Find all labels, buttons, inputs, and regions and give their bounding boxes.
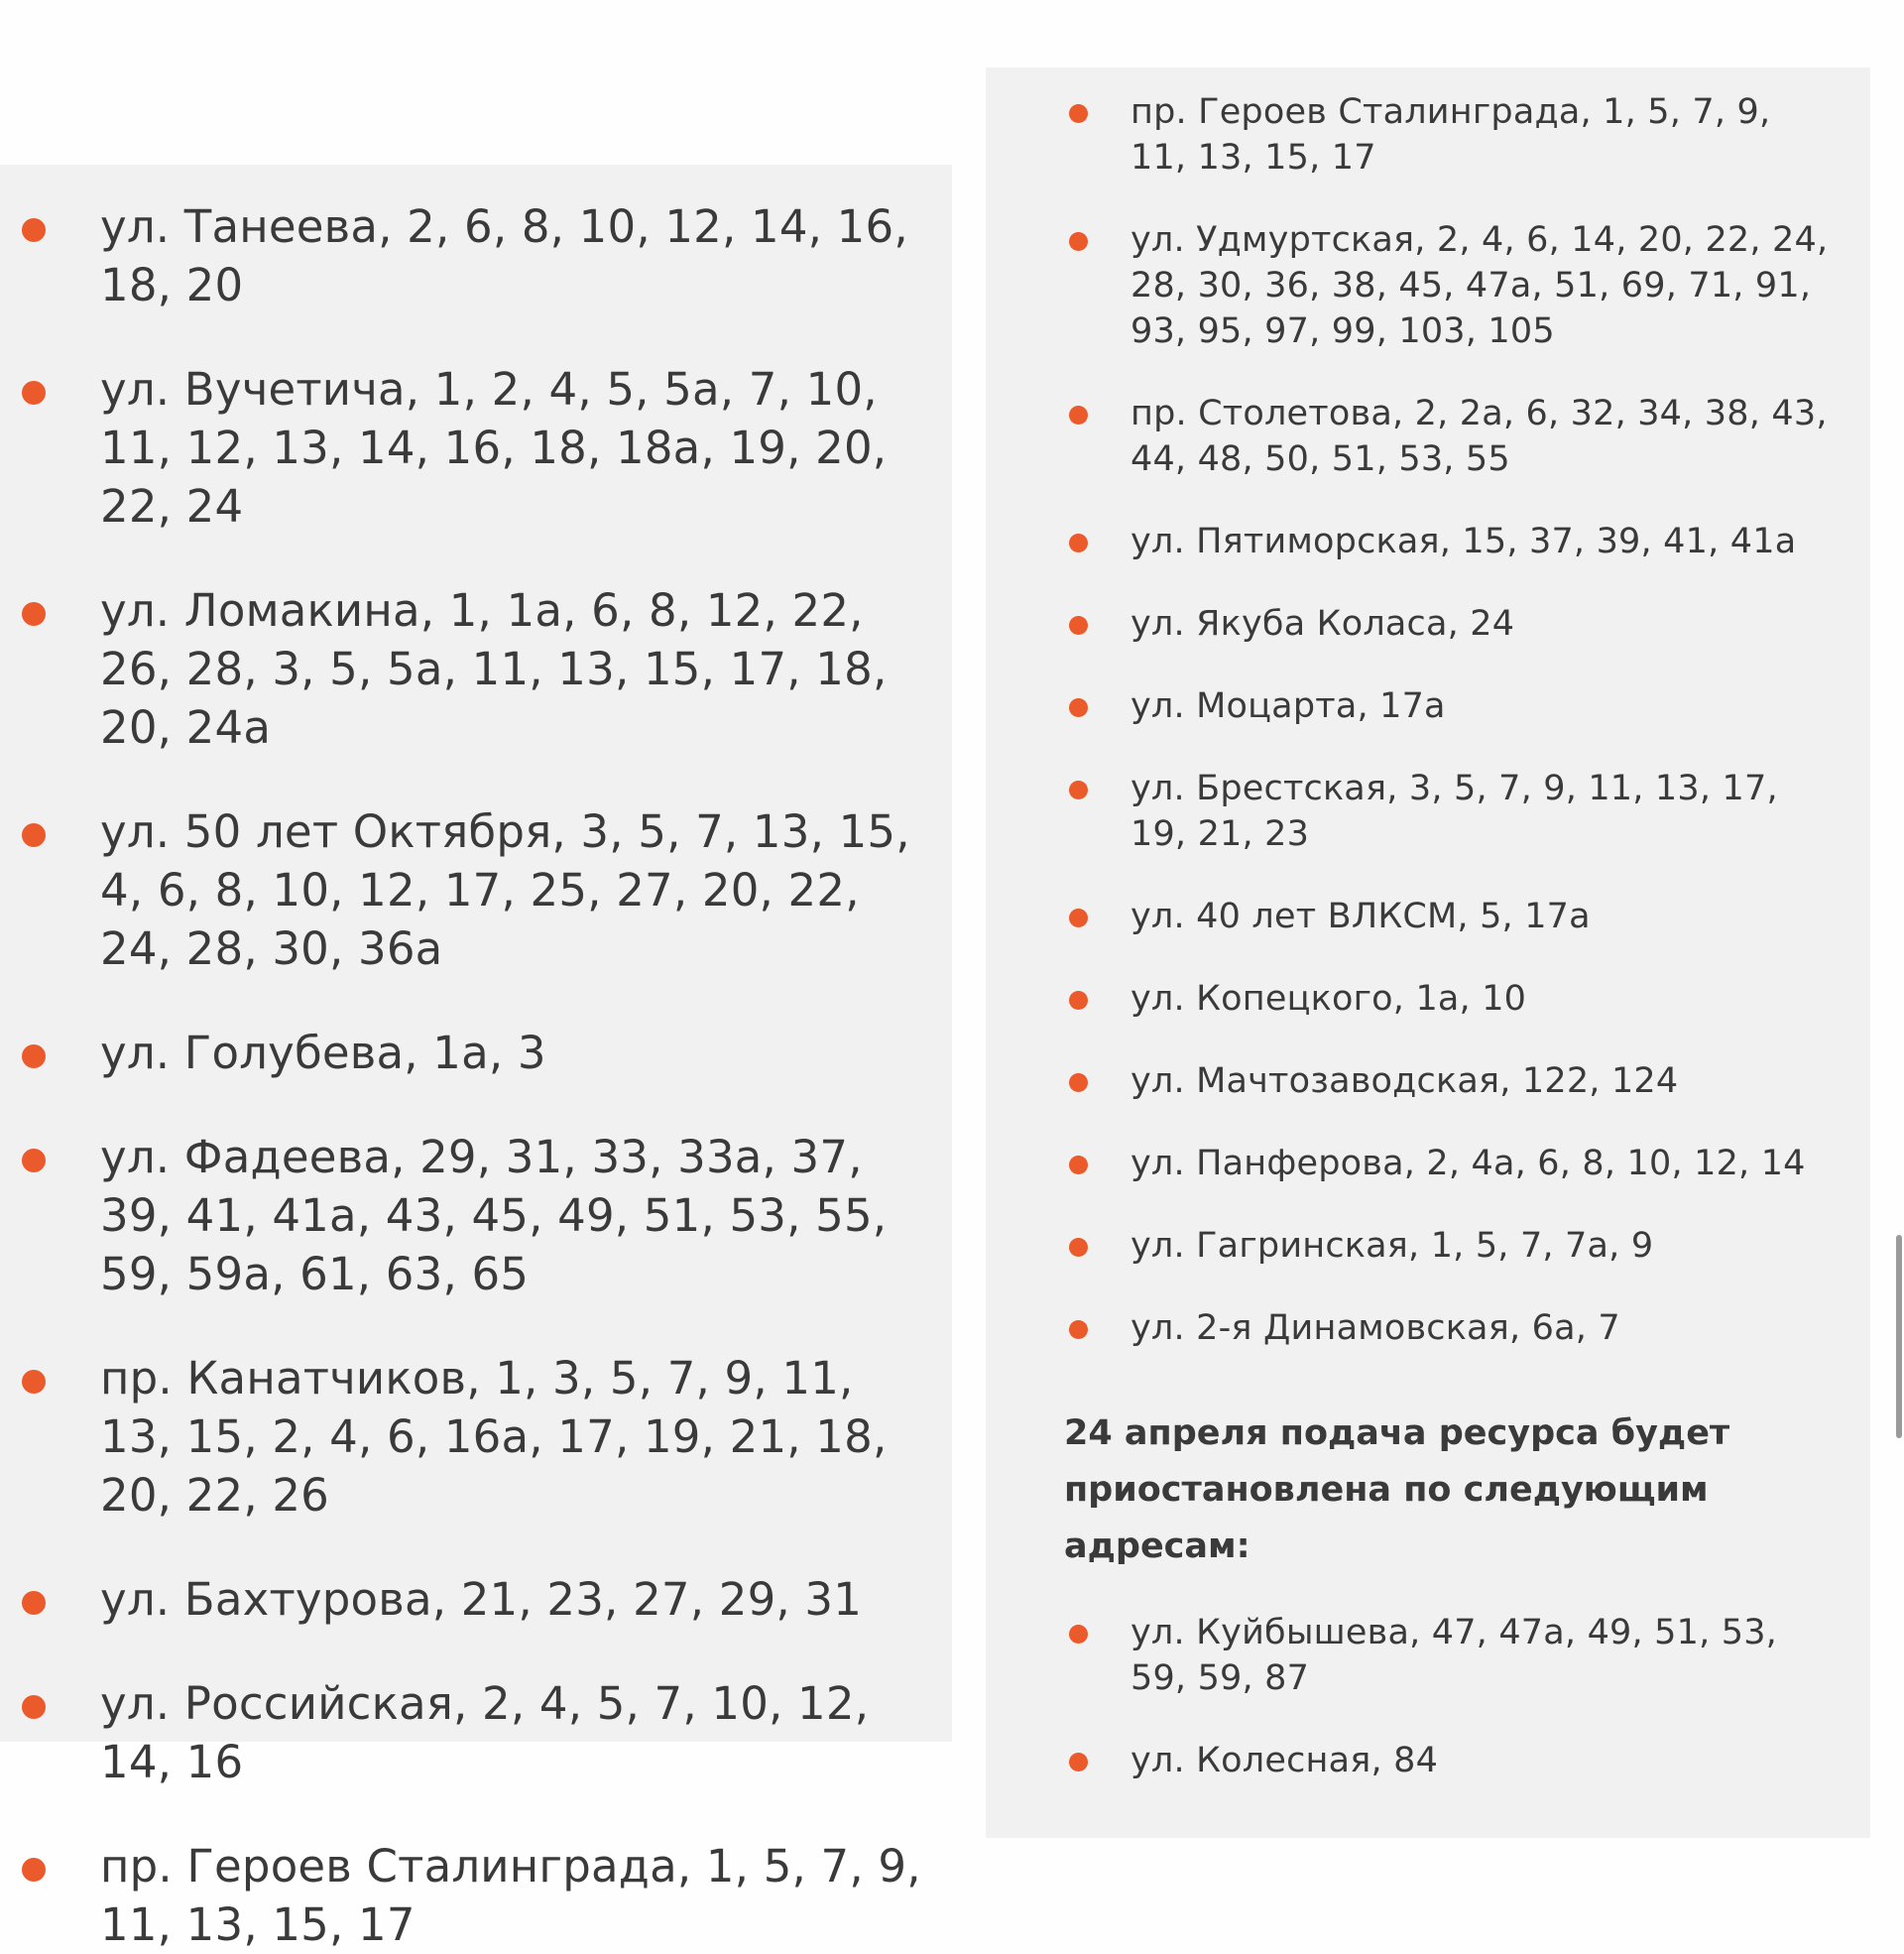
address-item: [986, 683, 1870, 729]
scrollbar[interactable]: [1896, 1235, 1902, 1438]
address-text: пр. Столетова, 2, 2а, 6, 32, 34, 38, 43, 44, 48, 50, 51, 53, 55: [1130, 394, 1828, 479]
left-address-list: [0, 197, 952, 1954]
address-item: [986, 1305, 1870, 1351]
right-address-panel: [986, 67, 1870, 1838]
bullet-icon: [1069, 909, 1088, 927]
bullet-icon: [1069, 1156, 1088, 1174]
bullet-icon: [22, 218, 46, 242]
bullet-icon: [1069, 1073, 1088, 1092]
address-text: ул. Панферова, 2, 4а, 6, 8, 10, 12, 14: [1130, 1144, 1806, 1183]
bullet-icon: [22, 602, 46, 626]
address-item: [986, 391, 1870, 482]
bullet-icon: [22, 1044, 46, 1068]
bullet-icon: [1069, 534, 1088, 552]
bullet-icon: [1069, 232, 1088, 251]
bullet-icon: [1069, 406, 1088, 425]
address-item: [0, 581, 952, 757]
address-item: [0, 360, 952, 536]
address-text: ул. Колесная, 84: [1130, 1741, 1439, 1780]
address-item: [0, 1837, 952, 1954]
address-text: ул. 50 лет Октября, 3, 5, 7, 13, 15, 4, 6, 8, 10, 12, 17, 25, 27, 20, 22, 24, 28, 30, 36а: [100, 805, 910, 975]
address-text: пр. Героев Сталинграда, 1, 5, 7, 9, 11, 13, 15, 17: [1130, 92, 1771, 178]
bullet-icon: [22, 381, 46, 405]
address-item: [986, 1058, 1870, 1104]
address-text: ул. Гагринская, 1, 5, 7, 7а, 9: [1130, 1226, 1654, 1266]
address-item: [986, 1141, 1870, 1186]
address-text: ул. Вучетича, 1, 2, 4, 5, 5а, 7, 10, 11, 12, 13, 14, 16, 18, 18а, 19, 20, 22, 24: [100, 363, 888, 533]
left-address-panel: [0, 165, 952, 1951]
address-item: [0, 1128, 952, 1303]
right-address-list: [986, 89, 1870, 1351]
address-text: пр. Героев Сталинграда, 1, 5, 7, 9, 11, 13, 15, 17: [100, 1840, 921, 1951]
bullet-icon: [22, 823, 46, 847]
address-item: [0, 1349, 952, 1525]
bullet-icon: [1069, 991, 1088, 1010]
address-item: [986, 894, 1870, 939]
address-item: [0, 802, 952, 978]
address-text: ул. 2-я Динамовская, 6а, 7: [1130, 1308, 1620, 1348]
address-item: [986, 766, 1870, 857]
bullet-icon: [1069, 104, 1088, 123]
address-text: ул. Российская, 2, 4, 5, 7, 10, 12, 14, 16: [100, 1677, 870, 1788]
bullet-icon: [1069, 698, 1088, 717]
bullet-icon: [1069, 1753, 1088, 1771]
address-item: [0, 1674, 952, 1791]
bullet-icon: [22, 1858, 46, 1882]
address-item: [986, 519, 1870, 564]
address-text: ул. Мачтозаводская, 122, 124: [1130, 1061, 1679, 1101]
address-text: ул. Брестская, 3, 5, 7, 9, 11, 13, 17, 19, 21, 23: [1130, 769, 1778, 854]
bullet-icon: [1069, 781, 1088, 799]
address-text: ул. Куйбышева, 47, 47а, 49, 51, 53, 59, 59, 87: [1130, 1613, 1778, 1698]
bullet-icon: [1069, 1238, 1088, 1257]
april-24-notice: 24 апреля подача ресурса будет приостановлена по следующим адресам:: [1064, 1413, 1730, 1566]
bullet-icon: [1069, 616, 1088, 635]
address-text: ул. Удмуртская, 2, 4, 6, 14, 20, 22, 24, 28, 30, 36, 38, 45, 47а, 51, 69, 71, 91, 93, 95, 97, 99, 103, 105: [1130, 220, 1829, 351]
address-text: ул. Бахтурова, 21, 23, 27, 29, 31: [100, 1573, 863, 1626]
address-item: [0, 1570, 952, 1629]
address-item: [0, 197, 952, 314]
address-text: ул. Танеева, 2, 6, 8, 10, 12, 14, 16, 18, 20: [100, 200, 908, 311]
address-text: ул. Ломакина, 1, 1а, 6, 8, 12, 22, 26, 28, 3, 5, 5а, 11, 13, 15, 17, 18, 20, 24а: [100, 584, 888, 754]
bullet-icon: [22, 1149, 46, 1172]
bullet-icon: [22, 1370, 46, 1394]
address-item: [986, 89, 1870, 181]
address-text: пр. Канатчиков, 1, 3, 5, 7, 9, 11, 13, 15, 2, 4, 6, 16а, 17, 19, 21, 18, 20, 22, 26: [100, 1352, 888, 1522]
april-24-address-list: [986, 1610, 1870, 1783]
address-item: [986, 601, 1870, 647]
address-text: ул. Моцарта, 17а: [1130, 686, 1446, 726]
bullet-icon: [22, 1695, 46, 1719]
address-text: ул. Фадеева, 29, 31, 33, 33а, 37, 39, 41, 41а, 43, 45, 49, 51, 53, 55, 59, 59а, 61, 63, 65: [100, 1131, 888, 1300]
address-item: [986, 1610, 1870, 1701]
bullet-icon: [22, 1591, 46, 1615]
address-text: ул. Пятиморская, 15, 37, 39, 41, 41а: [1130, 522, 1797, 561]
address-item: [986, 976, 1870, 1022]
address-text: ул. Якуба Коласа, 24: [1130, 604, 1515, 644]
bullet-icon: [1069, 1625, 1088, 1644]
address-item: [986, 1223, 1870, 1269]
address-text: ул. 40 лет ВЛКСМ, 5, 17а: [1130, 897, 1591, 936]
address-text: ул. Голубева, 1а, 3: [100, 1027, 546, 1079]
address-item: [986, 1738, 1870, 1783]
address-item: [0, 1024, 952, 1082]
bullet-icon: [1069, 1320, 1088, 1339]
address-text: ул. Копецкого, 1а, 10: [1130, 979, 1527, 1019]
address-item: [986, 217, 1870, 354]
